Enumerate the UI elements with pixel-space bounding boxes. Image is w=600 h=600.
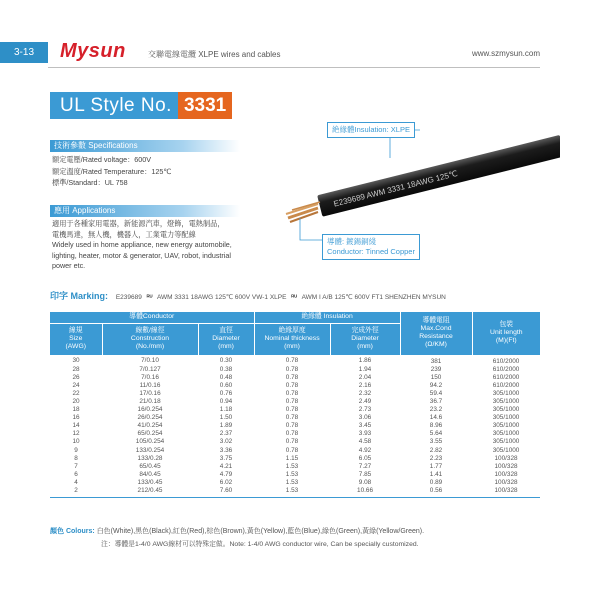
cell-size: 18 <box>72 406 80 414</box>
cell-insulation-diameter: 1.94 <box>358 365 372 373</box>
cell-thickness: 0.78 <box>285 389 299 397</box>
cell-insulation-diameter: 2.04 <box>358 373 372 381</box>
cell-resistance: 0.89 <box>429 478 443 486</box>
cell-thickness: 1.15 <box>285 454 299 462</box>
customization-note: 注：導體是1-4/0 AWG線材可以特殊定做。Note: 1-4/0 AWG conductor wire, Can be specially customized. <box>101 541 419 548</box>
header-group-conductor: 導體Conductor <box>50 312 254 323</box>
header-package: 包裝 Unit length (M)(Ft) <box>472 312 540 355</box>
cell-construction: 133/0.45 <box>137 478 163 486</box>
cell-insulation-diameter: 1.86 <box>358 357 372 365</box>
cell-resistance: 2.23 <box>429 454 443 462</box>
cell-resistance: 150 <box>430 373 442 381</box>
table-row <box>50 390 540 398</box>
cell-package: 305/1000 <box>492 422 520 430</box>
cable-illustration <box>270 118 560 268</box>
cell-insulation-diameter: 2.49 <box>358 397 372 405</box>
cell-construction: 133/0.254 <box>135 446 165 454</box>
header-website[interactable]: www.szmysun.com <box>471 49 540 58</box>
table-row <box>50 487 540 498</box>
cell-conductor-diameter: 3.02 <box>219 438 233 446</box>
cell-construction: 26/0.254 <box>137 414 163 422</box>
cell-conductor-diameter: 0.30 <box>219 357 233 365</box>
marking-label: 印字 Marking: <box>50 291 109 301</box>
cell-package: 100/328 <box>472 487 540 498</box>
table-row <box>50 455 540 463</box>
cell-construction: 7/0.16 <box>141 373 159 381</box>
cell-size: 16 <box>72 414 80 422</box>
cell-size: 4 <box>74 478 78 486</box>
header-subtitle: 交聯電線電纜 XLPE wires and cables <box>148 50 281 59</box>
cell-resistance: 381 <box>430 357 442 365</box>
cell-resistance: 59.4 <box>429 389 443 397</box>
copper-strands <box>286 202 320 222</box>
conductor-callout <box>322 234 420 260</box>
table-row <box>50 406 540 414</box>
cell-size: 20 <box>72 397 80 405</box>
cell-resistance: 36.7 <box>429 397 443 405</box>
cell-conductor-diameter: 0.76 <box>219 389 233 397</box>
cell-conductor-diameter: 7.60 <box>198 487 254 498</box>
cell-construction: 105/0.254 <box>135 438 165 446</box>
cell-insulation-diameter: 7.27 <box>358 462 372 470</box>
insulation-callout: 絶緣體Insulation: XLPE <box>327 122 415 138</box>
cell-package: 305/1000 <box>492 414 520 422</box>
applications-line: Widely used in home appliance, new energy automobile, <box>52 240 232 249</box>
cell-insulation-diameter: 3.06 <box>358 414 372 422</box>
cell-package: 100/328 <box>494 454 518 462</box>
table-row <box>50 471 540 479</box>
cell-insulation-diameter: 9.08 <box>358 478 372 486</box>
applications-line: power etc. <box>52 261 86 270</box>
table-row <box>50 374 540 382</box>
applications-line: 適用于各種家用電器，新能源汽車，燈飾，電熱制品， <box>52 219 225 228</box>
specifications-list <box>52 154 171 189</box>
table-row <box>50 479 540 487</box>
page-number-tab: 3-13 <box>0 42 48 63</box>
table-row <box>50 414 540 422</box>
cell-conductor-diameter: 0.38 <box>219 365 233 373</box>
marking-line <box>50 289 446 302</box>
cell-construction: 84/0.45 <box>139 470 161 478</box>
marking-awm-text: AWM 3331 18AWG 125℃ 600V VW-1 XLPE <box>156 294 287 301</box>
cell-insulation-diameter: 3.93 <box>358 430 372 438</box>
applications-list <box>52 219 292 272</box>
cell-conductor-diameter: 4.21 <box>219 462 233 470</box>
specifications-heading: 技術參數 Specifications <box>50 140 240 152</box>
page-title <box>50 92 232 119</box>
cell-package: 610/2000 <box>492 365 520 373</box>
table-row <box>50 438 540 446</box>
cell-insulation-diameter: 2.73 <box>358 406 372 414</box>
cell-resistance: 1.41 <box>429 470 443 478</box>
cell-thickness: 0.78 <box>285 422 299 430</box>
conductor-callout-cn: 導體: 鍍錫銅綫 <box>327 237 377 246</box>
cell-package: 100/328 <box>494 470 518 478</box>
cell-thickness: 1.53 <box>254 487 330 498</box>
title-style-number: 3331 <box>178 92 232 119</box>
cell-conductor-diameter: 1.18 <box>219 406 233 414</box>
cell-size: 2 <box>50 487 102 498</box>
table-row <box>50 422 540 430</box>
cell-construction: 41/0.254 <box>137 422 163 430</box>
cell-insulation-diameter: 10.66 <box>330 487 400 498</box>
cell-size: 12 <box>72 430 80 438</box>
cell-resistance: 0.56 <box>400 487 472 498</box>
table-row <box>50 366 540 374</box>
title-text: UL Style No. <box>50 92 178 119</box>
header-construction: 線數/線徑 Construction (No./mm) <box>102 323 198 355</box>
header-resistance: 導體電阻 Max.Cond Resistance (Ω/KM) <box>400 312 472 355</box>
cell-insulation-diameter: 2.32 <box>358 389 372 397</box>
cell-size: 24 <box>72 381 80 389</box>
cell-size: 22 <box>72 389 80 397</box>
cell-resistance: 239 <box>430 365 442 373</box>
header-size: 線規 Size (AWG) <box>50 323 102 355</box>
cell-package: 610/2000 <box>492 381 520 389</box>
cell-insulation-diameter: 6.05 <box>358 454 372 462</box>
table-row <box>50 398 540 406</box>
table-row <box>50 447 540 455</box>
cell-conductor-diameter: 0.48 <box>219 373 233 381</box>
marking-cul-text: AWM I A/B 125℃ 600V FT1 SHENZHEN MYSUN <box>301 294 446 301</box>
spec-rated-voltage: 額定電壓/Rated voltage：600V <box>52 155 152 164</box>
cell-resistance: 1.77 <box>429 462 443 470</box>
cell-thickness: 0.78 <box>285 365 299 373</box>
cell-thickness: 0.78 <box>285 414 299 422</box>
cell-package: 305/1000 <box>492 406 520 414</box>
conductor-callout-en: Conductor: Tinned Copper <box>327 247 415 256</box>
brand-logo: Mysun <box>60 40 126 62</box>
cell-construction: 7/0.127 <box>139 365 161 373</box>
cell-thickness: 1.53 <box>285 470 299 478</box>
cell-thickness: 0.78 <box>285 373 299 381</box>
ul-recognized-icon: ᴿᵁ <box>146 294 153 301</box>
cell-size: 26 <box>72 373 80 381</box>
cell-construction: 16/0.254 <box>137 406 163 414</box>
cell-insulation-diameter: 3.45 <box>358 422 372 430</box>
cell-construction: 65/0.45 <box>139 462 161 470</box>
cell-construction: 21/0.18 <box>139 397 161 405</box>
cell-resistance: 3.55 <box>429 438 443 446</box>
colours-label: 顏色 Colours: <box>50 528 95 535</box>
cell-conductor-diameter: 1.89 <box>219 422 233 430</box>
cable-print: E239689 AWM 3331 18AWG 125℃ <box>332 168 459 209</box>
cell-thickness: 0.78 <box>285 430 299 438</box>
cell-thickness: 0.78 <box>285 406 299 414</box>
cell-insulation-diameter: 7.85 <box>358 470 372 478</box>
cell-thickness: 1.53 <box>285 478 299 486</box>
cell-package: 100/328 <box>494 462 518 470</box>
cell-thickness: 0.78 <box>285 381 299 389</box>
applications-line: lighting, heater, motor & generator, UAV, robot, industrial <box>52 250 231 260</box>
cell-resistance: 14.6 <box>429 414 443 422</box>
marking-file-number: E239689 <box>115 294 142 301</box>
cell-conductor-diameter: 6.02 <box>219 478 233 486</box>
cell-conductor-diameter: 1.50 <box>219 414 233 422</box>
cell-insulation-diameter: 4.92 <box>358 446 372 454</box>
cell-thickness: 0.78 <box>285 446 299 454</box>
cell-construction: 17/0.16 <box>139 389 161 397</box>
cell-conductor-diameter: 3.36 <box>219 446 233 454</box>
spec-standard: 標準/Standard：UL 758 <box>52 178 128 187</box>
cell-package: 305/1000 <box>492 389 520 397</box>
cell-conductor-diameter: 0.94 <box>219 397 233 405</box>
cell-size: 7 <box>74 462 78 470</box>
table-row <box>50 382 540 390</box>
cell-insulation-diameter: 4.58 <box>358 438 372 446</box>
specification-table <box>50 312 540 498</box>
cell-package: 610/2000 <box>492 373 520 381</box>
cell-insulation-diameter: 2.16 <box>358 381 372 389</box>
table-row <box>50 430 540 438</box>
cell-size: 28 <box>72 365 80 373</box>
cell-construction: 212/0.45 <box>102 487 198 498</box>
cell-thickness: 0.78 <box>285 357 299 365</box>
cell-size: 14 <box>72 422 80 430</box>
cell-resistance: 2.82 <box>429 446 443 454</box>
cell-conductor-diameter: 2.37 <box>219 430 233 438</box>
cell-construction: 133/0.28 <box>137 454 163 462</box>
cell-size: 8 <box>74 454 78 462</box>
cell-size: 6 <box>74 470 78 478</box>
conductor-leader-line <box>300 218 322 240</box>
applications-line: 電機馬達，無人機，機器人，工業電力等配線 <box>52 229 196 239</box>
spec-rated-temperature: 額定溫度/Rated Temperature：125℃ <box>52 166 172 176</box>
header-conductor-diameter: 直徑 Diameter (mm) <box>198 323 254 355</box>
table-row <box>50 355 540 366</box>
cell-conductor-diameter: 0.60 <box>219 381 233 389</box>
colours-line <box>50 526 424 536</box>
cell-package: 610/2000 <box>492 357 520 365</box>
table-body <box>50 355 540 498</box>
cell-construction: 11/0.16 <box>139 381 161 389</box>
applications-heading: 應用 Applications <box>50 205 240 217</box>
cell-package: 305/1000 <box>492 430 520 438</box>
table-row <box>50 463 540 471</box>
header-insulation-diameter: 完成外徑 Diameter (mm) <box>330 323 400 355</box>
cell-thickness: 0.78 <box>285 438 299 446</box>
cell-resistance: 8.96 <box>429 422 443 430</box>
cell-package: 305/1000 <box>492 446 520 454</box>
header-divider <box>48 67 540 68</box>
cell-resistance: 23.2 <box>429 406 443 414</box>
cell-resistance: 94.2 <box>429 381 443 389</box>
cell-size: 9 <box>74 446 78 454</box>
ul-recognized-icon: ᴿᵁ <box>291 294 298 301</box>
header-group-insulation: 絶緣體 Insulation <box>254 312 400 323</box>
cell-resistance: 5.64 <box>429 430 443 438</box>
cell-thickness: 1.53 <box>285 462 299 470</box>
cell-package: 305/1000 <box>492 438 520 446</box>
cell-conductor-diameter: 3.75 <box>219 454 233 462</box>
colours-list: 白色(White),黑色(Black),紅色(Red),棕色(Brown),黃色(Yellow),藍色(Blue),綠色(Green),黃綠(Yellow/Green). <box>96 528 425 535</box>
header-nominal-thickness: 絶緣厚度 Nominal thickness (mm) <box>254 323 330 355</box>
cell-thickness: 0.78 <box>285 397 299 405</box>
cell-size: 10 <box>72 438 80 446</box>
cell-package: 305/1000 <box>492 397 520 405</box>
cell-construction: 7/0.10 <box>141 357 159 365</box>
cell-size: 30 <box>72 357 80 365</box>
cell-construction: 65/0.254 <box>137 430 163 438</box>
cell-package: 100/328 <box>494 478 518 486</box>
cell-conductor-diameter: 4.79 <box>219 470 233 478</box>
